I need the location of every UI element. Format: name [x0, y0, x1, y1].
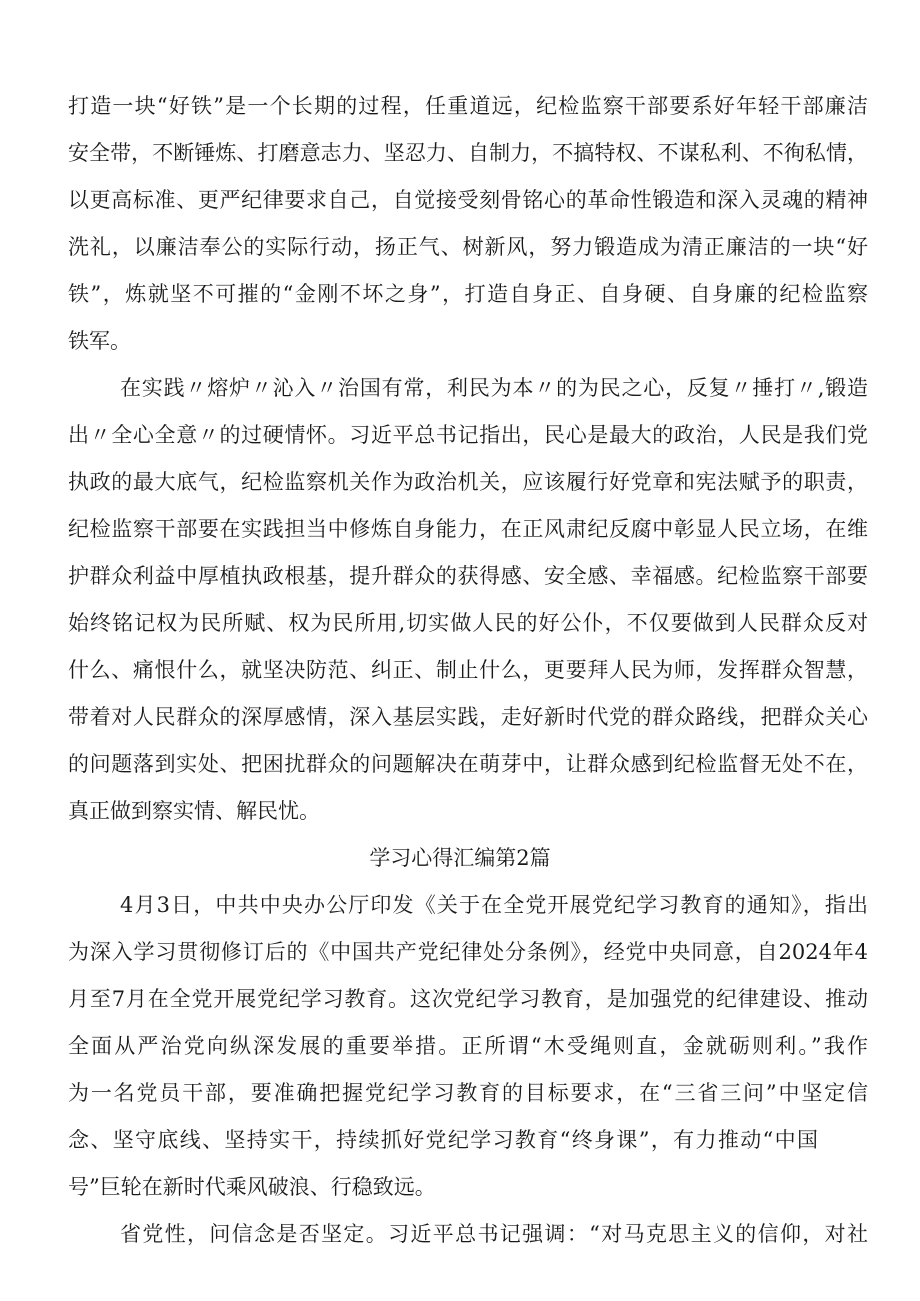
text-line: 号”巨轮在新时代乘风破浪、行稳致远。 — [68, 1175, 436, 1199]
text-line: 护群众利益中厚植执政根基，提升群众的获得感、安全感、幸福感。纪检监察干部要 — [68, 564, 868, 588]
text-line: 为深入学习贯彻修订后的《中国共产党纪律处分条例》，经党中央同意，自2024年4 — [68, 940, 868, 964]
text-line: 安全带，不断锤炼、打磨意志力、坚忍力、自制力，不搞特权、不谋私利、不徇私情， — [68, 141, 868, 165]
text-line: 带着对人民群众的深厚感情，深入基层实践，走好新时代党的群众路线，把群众关心 — [68, 705, 868, 729]
text-line: 铁军。 — [68, 329, 131, 353]
text-line: 4月3日，中共中央办公厅印发《关于在全党开展党纪学习教育的通知》，指出 — [120, 893, 868, 917]
text-line: 真正做到察实情、解民忧。 — [68, 799, 320, 823]
text-line: 打造一块“好铁”是一个长期的过程，任重道远，纪检监察干部要系好年轻干部廉洁 — [68, 94, 868, 118]
text-line: 始终铭记权为民所赋、权为民所用,切实做人民的好公仆，不仅要做到人民群众反对 — [68, 611, 868, 635]
text-line: 什么、痛恨什么，就坚决防范、纠正、制止什么，更要拜人民为师，发挥群众智慧， — [68, 658, 868, 682]
text-line: 全面从严治党向纵深发展的重要举措。正所谓“木受绳则直，金就砺则利。”我作 — [68, 1034, 868, 1058]
text-line: 以更高标准、更严纪律要求自己，自觉接受刻骨铭心的革命性锻造和深入灵魂的精神 — [68, 188, 868, 212]
section-heading: 学习心得汇编第2篇 — [369, 846, 551, 870]
text-line: 纪检监察干部要在实践担当中修炼自身能力，在正风肃纪反腐中彰显人民立场，在维 — [68, 517, 868, 541]
text-line: 的问题落到实处、把困扰群众的问题解决在萌芽中，让群众感到纪检监督无处不在， — [68, 752, 868, 776]
text-line: 念、坚守底线、坚持实干，持续抓好党纪学习教育“终身课”，有力推动“中国 — [68, 1128, 818, 1152]
text-line: 执政的最大底气，纪检监察机关作为政治机关，应该履行好党章和宪法赋予的职责， — [68, 470, 868, 494]
text-line: 为一名党员干部，要准确把握党纪学习教育的目标要求，在“三省三问”中坚定信 — [68, 1081, 868, 1105]
text-line: 洗礼，以廉洁奉公的实际行动，扬正气、树新风，努力锻造成为清正廉洁的一块“好 — [68, 235, 868, 259]
text-line: 省党性，问信念是否坚定。习近平总书记强调：“对马克思主义的信仰，对社 — [120, 1222, 868, 1246]
text-line: 在实践〃熔炉〃沁入〃治国有常，利民为本〃的为民之心，反复〃捶打〃,锻造 — [120, 376, 868, 400]
text-line: 出〃全心全意〃的过硬情怀。习近平总书记指出，民心是最大的政治，人民是我们党 — [68, 423, 868, 447]
text-line: 铁”，炼就坚不可摧的“金刚不坏之身”，打造自身正、自身硬、自身廉的纪检监察 — [68, 282, 868, 306]
text-line: 月至7月在全党开展党纪学习教育。这次党纪学习教育，是加强党的纪律建设、推动 — [68, 987, 868, 1011]
